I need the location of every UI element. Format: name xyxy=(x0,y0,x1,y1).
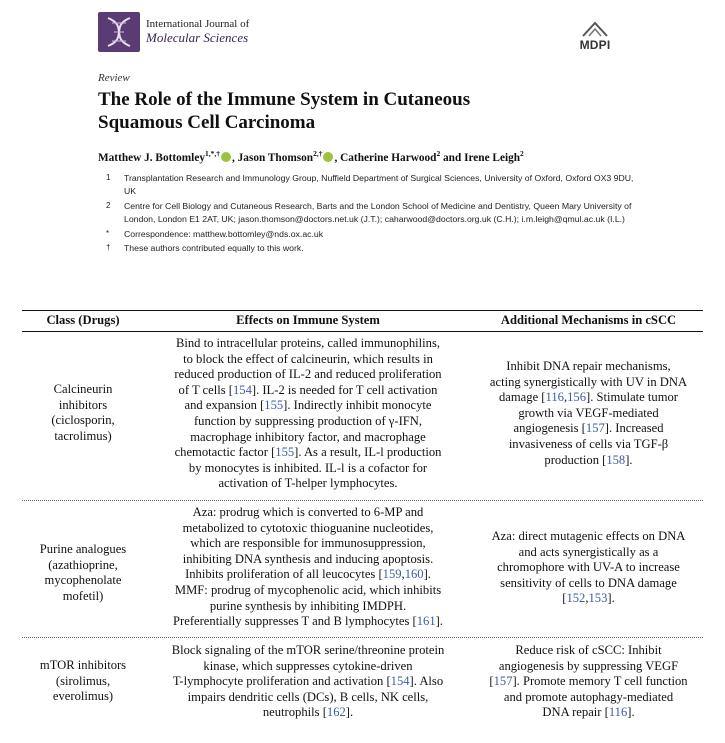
affiliation-mark: * xyxy=(106,229,110,238)
title-line-2: Squamous Cell Carcinoma xyxy=(98,112,316,133)
cell-line: invasiveness of cells via TGF-β xyxy=(508,436,669,451)
row-1-class xyxy=(22,382,144,444)
reference-link[interactable]: 157 xyxy=(585,421,605,436)
cell-line: production [158]. xyxy=(544,452,633,467)
author-affiliation-mark: 2 xyxy=(520,149,524,159)
row-separator xyxy=(22,637,703,638)
reference-link[interactable]: 155 xyxy=(264,398,284,413)
row-2-class xyxy=(22,542,144,604)
author-name: Catherine Harwood xyxy=(340,152,437,164)
reference-link[interactable]: 155 xyxy=(275,445,295,460)
cell-line: Aza: prodrug which is converted to 6-MP and xyxy=(192,505,424,519)
orcid-icon[interactable] xyxy=(323,152,333,162)
cell-line: [152,153]. xyxy=(562,591,615,606)
cell-line: and expansion [155]. Indirectly inhibit monocyte xyxy=(184,398,432,413)
article-type: Review xyxy=(98,72,130,84)
cell-line: inhibitors xyxy=(58,397,108,412)
reference-link[interactable]: 162 xyxy=(326,705,346,720)
cell-line: growth via VEGF-mediated xyxy=(518,405,659,420)
author-affiliation-mark: 2,† xyxy=(313,149,323,159)
cell-line: impairs dendritic cells (DCs), B cells, NK cells, xyxy=(187,689,429,704)
cell-line: macrophage inhibitory factor, and macrophage xyxy=(190,429,426,444)
cell-line: damage [116,156]. Stimulate tumor xyxy=(499,390,678,405)
row-2-mechanisms xyxy=(474,529,703,607)
cell-line: chromophore with UV-A to increase xyxy=(497,560,680,575)
row-3-effects xyxy=(146,643,470,721)
reference-link[interactable]: 152 xyxy=(566,591,586,606)
affiliation-text: These authors contributed equally to this work. xyxy=(124,242,304,253)
journal-header xyxy=(98,12,618,54)
reference-link[interactable]: 158 xyxy=(606,452,626,467)
cell-line: function by suppressing production of γ-IFN, xyxy=(193,413,423,428)
cell-line: Calcineurin xyxy=(53,382,113,396)
cell-line: metabolized to cytotoxic thioguanine nucleotides, xyxy=(182,520,434,535)
cell-line: (azathioprine, xyxy=(48,557,118,572)
publisher-logo xyxy=(572,20,618,54)
affiliation-item xyxy=(106,172,646,197)
reference-link[interactable]: 153 xyxy=(588,591,608,606)
correspondence xyxy=(106,228,646,241)
table-header-effects: Effects on Immune System xyxy=(236,313,380,327)
table-header-class: Class (Drugs) xyxy=(46,313,120,327)
cell-line: mTOR inhibitors xyxy=(39,658,127,672)
row-3-mechanisms xyxy=(474,643,703,721)
author-affiliation-mark: 2 xyxy=(436,149,441,159)
orcid-icon[interactable] xyxy=(221,152,231,162)
cell-line: (ciclosporin, xyxy=(51,413,115,428)
journal-name xyxy=(146,18,249,44)
table-header-rule xyxy=(22,331,703,332)
affiliation-text: Correspondence: matthew.bottomley@nds.ox.ac.uk xyxy=(124,229,324,239)
cell-line: Purine analogues xyxy=(39,542,127,556)
author-list: Matthew J. Bottomley$^{1,*,\dagger}$ , Jason Thomson$^{2,\dagger}$ , Catherine Harwood$^2$ and Irene Leigh$^2$ xyxy=(98,149,524,164)
cell-line: Block signaling of the mTOR serine/threonine protein xyxy=(171,643,445,657)
article-title xyxy=(98,88,618,134)
cell-line: DNA repair [116]. xyxy=(542,705,635,720)
reference-link[interactable]: 154 xyxy=(390,674,410,689)
cell-line: and promote autophagy-mediated xyxy=(503,689,674,704)
cell-line: by monocytes is inhibited. IL-l is a cofactor for xyxy=(188,460,428,475)
journal-name-line2: Molecular Sciences xyxy=(146,30,249,45)
cell-line: reduced production of IL-2 and reduced proliferation xyxy=(174,367,442,382)
reference-link[interactable]: 161 xyxy=(416,614,436,629)
reference-link[interactable]: 154 xyxy=(232,382,252,397)
cell-line: angiogenesis by suppressing VEGF xyxy=(498,658,679,673)
cell-line: [157]. Promote memory T cell function xyxy=(489,674,688,689)
row-3-class xyxy=(22,658,144,705)
cell-line: Bind to intracellular proteins, called immunophilins, xyxy=(175,336,441,350)
journal-name-line1: International Journal of xyxy=(146,18,250,30)
cell-line: Inhibits proliferation of all leucocytes [159,160]. xyxy=(185,567,431,582)
reference-link[interactable]: 160 xyxy=(404,567,424,582)
table-header-mechanisms: Additional Mechanisms in cSCC xyxy=(500,313,677,327)
author-name: Jason Thomson xyxy=(237,152,314,164)
reference-link[interactable]: 116 xyxy=(608,705,628,720)
cell-line: everolimus) xyxy=(52,689,114,704)
cell-line: Inhibit DNA repair mechanisms, xyxy=(506,359,671,373)
cell-line: Aza: direct mutagenic effects on DNA xyxy=(491,529,686,543)
reference-link[interactable]: 157 xyxy=(493,674,513,689)
cell-line: activation of T-helper lymphocytes. xyxy=(218,476,398,491)
cell-line: mycophenolate xyxy=(44,573,122,588)
affiliation-text: Centre for Cell Biology and Cutaneous Research, Barts and the London School of Medicine and Dentistry, Queen Mary University of London, London E1 2AT, UK; jason.thomson@doctors.net.uk (J.T.); caharwood@doctors.org.uk (C.H.); i.m.leigh@qmul.ac.uk (I.L.) xyxy=(124,201,632,224)
cell-line: inhibiting DNA synthesis and inducing apoptosis. xyxy=(182,551,434,566)
cell-line: to block the effect of calcineurin, which results in xyxy=(183,351,433,366)
cell-line: which are responsible for immunosuppression, xyxy=(190,536,426,551)
cell-line: Preferentially suppresses T and B lymphocytes [161]. xyxy=(173,614,443,629)
affiliation-mark: 2 xyxy=(106,201,111,210)
row-1-effects xyxy=(146,336,470,492)
cell-line: MMF: prodrug of mycophenolic acid, which inhibits xyxy=(174,582,442,597)
reference-link[interactable]: 156 xyxy=(567,390,586,405)
cell-line: angiogenesis [157]. Increased xyxy=(513,421,664,436)
reference-link[interactable]: 159 xyxy=(382,567,402,582)
cell-line: of T cells [154]. IL-2 is needed for T cell activation xyxy=(178,382,438,397)
cell-line: mofetil) xyxy=(62,588,104,603)
table-top-rule xyxy=(22,310,703,311)
cell-line: chemotactic factor [155]. As a result, IL-l production xyxy=(174,445,442,460)
cell-line: acting synergistically with UV in DNA xyxy=(489,374,688,389)
author-affiliation-mark: 1,*,† xyxy=(204,149,220,159)
cell-line: Reduce risk of cSCC: Inhibit xyxy=(515,643,662,657)
journal-logo xyxy=(98,12,140,52)
cell-line: neutrophils [162]. xyxy=(262,705,354,720)
row-separator xyxy=(22,500,703,501)
title-line-1: The Role of the Immune System in Cutaneous xyxy=(98,89,471,110)
cell-line: sensitivity of cells to DNA damage xyxy=(500,575,677,590)
cell-line: T-lymphocyte proliferation and activation [154]. Also xyxy=(172,674,444,689)
cell-line: tacrolimus) xyxy=(54,428,112,443)
row-1-mechanisms xyxy=(474,359,703,468)
affiliation-item xyxy=(106,200,646,225)
affiliation-text: Transplantation Research and Immunology Group, Nuffield Department of Surgical Sciences, University of Oxford, Oxford OX3 9DU, UK xyxy=(124,173,634,196)
affiliation-mark: 1 xyxy=(106,173,111,182)
cell-line: purine synthesis by inhibiting IMDPH. xyxy=(209,598,407,613)
cell-line: (sirolimus, xyxy=(55,673,111,688)
publisher-name: MDPI xyxy=(579,38,611,52)
author-name: Irene Leigh xyxy=(464,152,521,164)
cell-line: and acts synergistically as a xyxy=(518,544,659,559)
reference-link[interactable]: 116 xyxy=(545,390,564,405)
cell-line: kinase, which suppresses cytokine-driven xyxy=(203,658,413,673)
affiliations xyxy=(106,172,646,257)
author-name: Matthew J. Bottomley xyxy=(98,152,205,164)
affiliation-mark: † xyxy=(106,242,111,252)
row-2-effects xyxy=(146,505,470,630)
equal-contribution-note xyxy=(106,242,646,255)
